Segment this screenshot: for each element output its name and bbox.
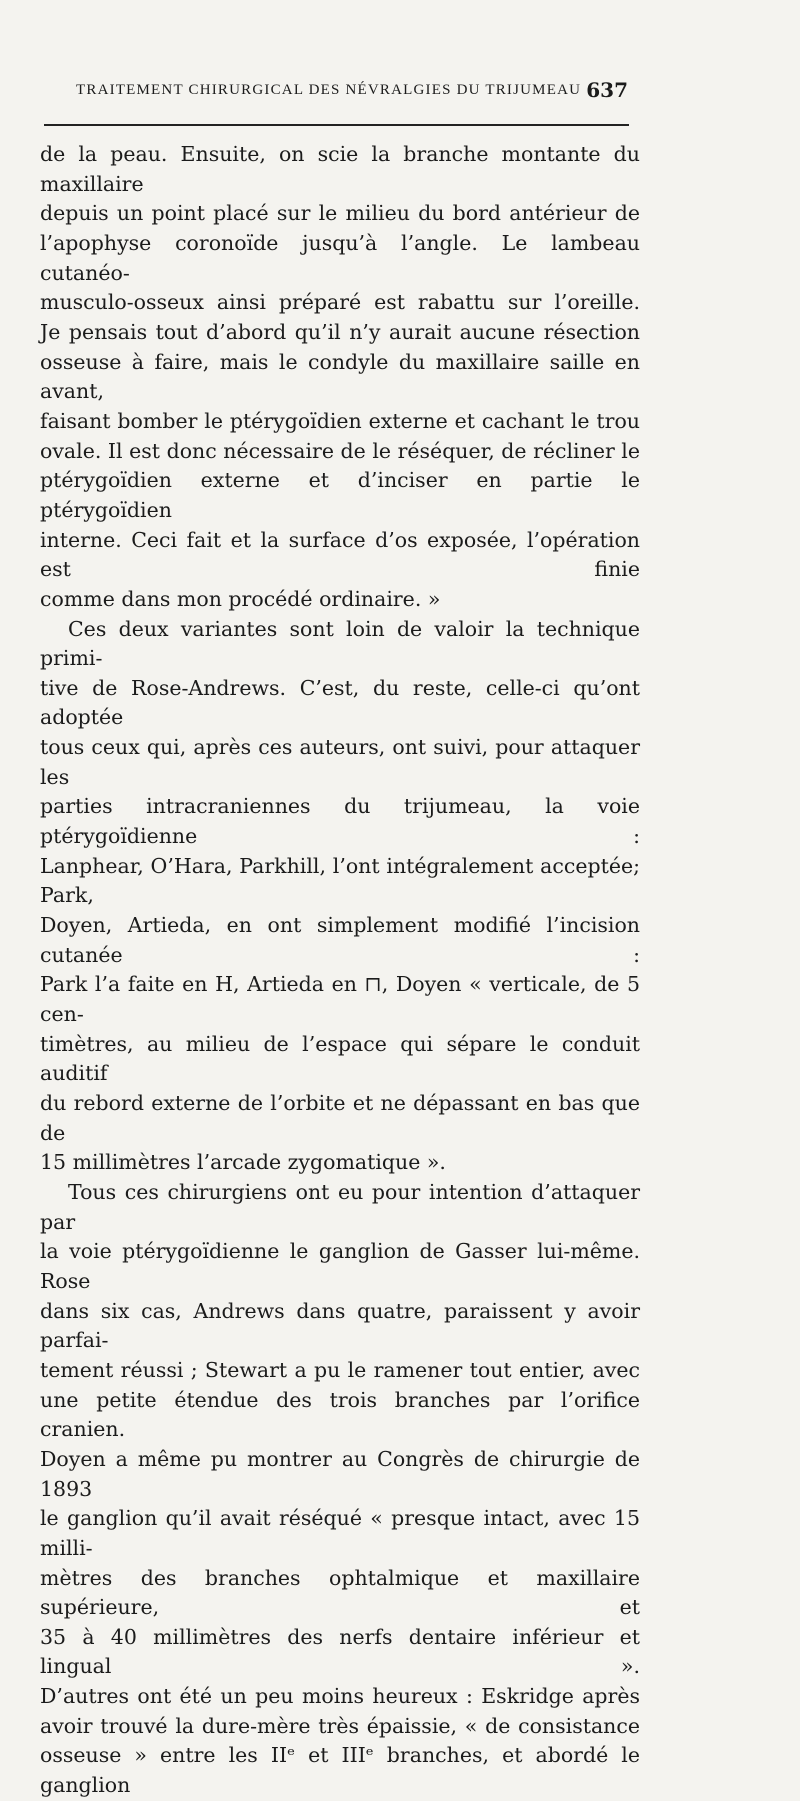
text-line: interne. Ceci fait et la surface d’os exposée, l’opération est finie (40, 527, 640, 582)
text-line: du rebord externe de l’orbite et ne dépassant en bas que de (40, 1091, 640, 1145)
text-line: dans six cas, Andrews dans quatre, paraissent y avoir parfai- (40, 1298, 640, 1353)
text-line: ovale. Il est donc nécessaire de le réséquer, de récliner le (40, 438, 640, 463)
text-line: timètres, au milieu de l’espace qui sépare le conduit auditif (40, 1031, 640, 1086)
text-line: musculo-osseux ainsi préparé est rabattu sur l’oreille. (40, 290, 640, 315)
text-line: comme dans mon procédé ordinaire. » (40, 586, 441, 611)
text-line: tive de Rose-Andrews. C’est, du reste, celle-ci qu’ont adoptée (40, 675, 640, 730)
text-line: le ganglion qu’il avait réséqué « presque intact, avec 15 milli- (40, 1506, 640, 1560)
text-line: la voie ptérygoïdienne le ganglion de Gasser lui-même. Rose (40, 1239, 640, 1293)
text-line: de la peau. Ensuite, on scie la branche montante du maxillaire (40, 142, 640, 196)
text-line: Ces deux variantes sont loin de valoir la technique primi- (40, 616, 640, 671)
text-line: avoir trouvé la dure-mère très épaissie, « de consistance (40, 1713, 640, 1738)
text-line: osseuse » entre les IIᵉ et IIIᵉ branches, et abordé le ganglion (40, 1743, 640, 1798)
text-line: Lanphear, O’Hara, Parkhill, l’ont intégralement acceptée; Park, (40, 853, 640, 908)
text-line: 15 millimètres l’arcade zygomatique ». (40, 1150, 446, 1175)
text-line: une petite étendue des trois branches par l’orifice cranien. (40, 1387, 640, 1442)
text-line: 35 à 40 millimètres des nerfs dentaire inférieur et lingual ». (40, 1624, 640, 1679)
text-line: Je pensais tout d’abord qu’il n’y aurait aucune résection (40, 319, 640, 344)
text-line: depuis un point placé sur le milieu du bord antérieur de (40, 201, 640, 226)
running-title: TRAITEMENT CHIRURGICAL DES NÉVRALGIES DU TRIJUMEAU (76, 82, 582, 98)
text-line: tement réussi ; Stewart a pu le ramener tout entier, avec (40, 1357, 640, 1382)
text-line: faisant bomber le ptérygoïdien externe et cachant le trou (40, 408, 640, 433)
text-line: parties intracraniennes du trijumeau, la voie ptérygoïdienne : (40, 794, 640, 849)
text-line: tous ceux qui, après ces auteurs, ont suivi, pour attaquer les (40, 735, 640, 789)
text-line: Doyen, Artieda, en ont simplement modifié l’incision cutanée : (40, 913, 640, 967)
text-line: Doyen a même pu montrer au Congrès de chirurgie de 1893 (40, 1446, 640, 1501)
text-line: l’apophyse coronoïde jusqu’à l’angle. Le lambeau cutanéo- (40, 230, 640, 285)
text-line: osseuse à faire, mais le condyle du maxillaire saille en avant, (40, 349, 640, 404)
header-rule (44, 124, 629, 126)
text-line: mètres des branches ophtalmique et maxillaire supérieure, et (40, 1565, 640, 1620)
text-line: Tous ces chirurgiens ont eu pour intention d’attaquer par (40, 1179, 640, 1234)
running-header (76, 78, 636, 110)
text-line: Park l’a faite en H, Artieda en ⊓, Doyen « verticale, de 5 cen- (40, 972, 640, 1027)
body-text (40, 140, 640, 1801)
page-number: 637 (586, 78, 628, 102)
text-line: D’autres ont été un peu moins heureux : Eskridge après (40, 1684, 640, 1709)
text-line: ptérygoïdien externe et d’inciser en partie le ptérygoïdien (40, 468, 640, 522)
